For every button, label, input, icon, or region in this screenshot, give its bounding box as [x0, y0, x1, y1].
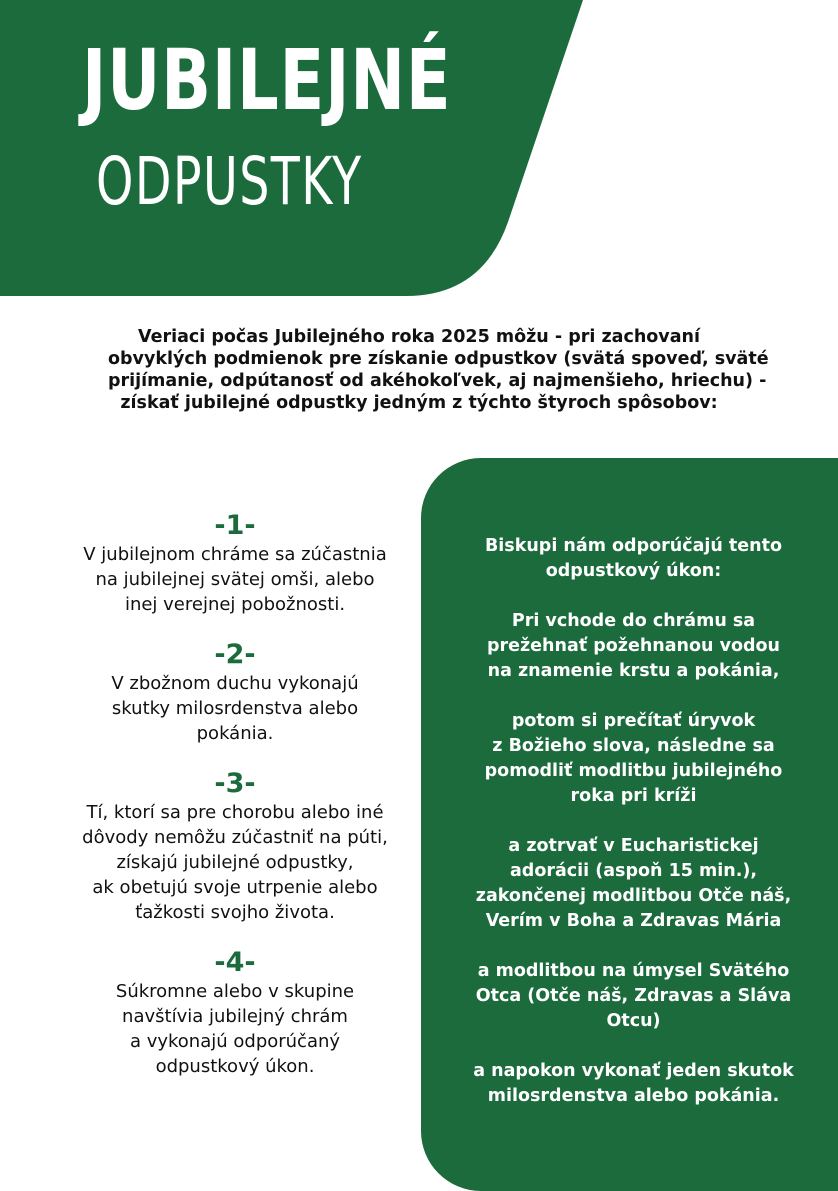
way-line: Súkromne alebo v skupine — [115, 981, 355, 1002]
panel-line: Otcu) — [606, 1011, 661, 1031]
panel-line: z Božieho slova, následne sa — [492, 736, 775, 756]
way-number: -1- — [214, 510, 256, 541]
way-line: V jubilejnom chráme sa zúčastnia — [83, 544, 387, 565]
panel-line: a zotrvať v Eucharistickej — [508, 836, 759, 856]
panel-line: prežehnať požehnanou vodou — [486, 636, 781, 656]
panel-line: Biskupi nám odporúčajú tento — [484, 536, 783, 556]
way-line: pokánia. — [196, 723, 274, 744]
recommended-act-panel — [421, 458, 838, 1191]
panel-paragraph — [421, 534, 838, 584]
panel-line: a modlitbou na úmysel Svätého — [477, 961, 790, 981]
way-line: skutky milosrdenstva alebo — [111, 698, 359, 719]
way-line: navštívia jubilejný chrám — [122, 1006, 348, 1027]
way-line: ťažkosti svojho života. — [135, 902, 335, 923]
panel-line: zakončenej modlitbou Otče náš, — [475, 886, 792, 906]
way-line: inej verejnej pobožnosti. — [124, 594, 346, 615]
intro-line: Veriaci počas Jubilejného roka 2025 môžu - pri zachovaní — [138, 327, 700, 347]
panel-line: odpustkový úkon: — [545, 561, 722, 581]
panel-paragraph — [421, 1059, 838, 1109]
way-description — [40, 671, 430, 746]
panel-text — [421, 534, 838, 1134]
way-3 — [40, 768, 430, 925]
panel-paragraph — [421, 609, 838, 684]
way-number: -3- — [214, 768, 256, 799]
intro-text — [108, 326, 769, 414]
way-line: a vykonajú odporúčaný — [129, 1031, 341, 1052]
panel-paragraph — [421, 709, 838, 809]
way-description — [40, 979, 430, 1079]
panel-paragraph — [421, 834, 838, 934]
panel-line: adorácii (aspoň 15 min.), — [509, 861, 758, 881]
panel-line: Verím v Boha a Zdravas Mária — [485, 911, 782, 931]
way-2 — [40, 639, 430, 746]
way-line: Tí, ktorí sa pre chorobu alebo iné — [86, 802, 384, 823]
panel-line: na znamenie krstu a pokánia, — [487, 661, 780, 681]
way-number: -4- — [214, 947, 256, 978]
panel-line: pomodliť modlitbu jubilejného — [484, 761, 783, 781]
way-line: ak obetujú svoje utrpenie alebo — [92, 877, 378, 898]
intro-line: prijímanie, odpútanosť od akéhokoľvek, aj najmenšieho, hriechu) - — [108, 371, 767, 391]
panel-line: milosrdenstva alebo pokánia. — [487, 1086, 780, 1106]
panel-line: Pri vchode do chrámu sa — [511, 611, 756, 631]
way-number: -2- — [214, 639, 256, 670]
panel-paragraph — [421, 959, 838, 1034]
title-jubilejne: JUBILEJNÉ — [82, 31, 452, 129]
panel-line: a napokon vykonať jeden skutok — [473, 1061, 794, 1081]
way-1 — [40, 510, 430, 617]
intro-line: získať jubilejné odpustky jedným z týchto štyroch spôsobov: — [120, 393, 718, 413]
intro-line: obvyklých podmienok pre získanie odpustkov (svätá spoveď, sväté — [108, 349, 769, 369]
way-4 — [40, 947, 430, 1079]
way-line: odpustkový úkon. — [155, 1056, 315, 1077]
way-line: získajú jubilejné odpustky, — [116, 852, 354, 873]
panel-line: Otca (Otče náš, Zdravas a Sláva — [475, 986, 792, 1006]
way-line: na jubilejnej svätej omši, alebo — [95, 569, 375, 590]
ways-list — [40, 510, 430, 1101]
title-odpustky: ODPUSTKY — [96, 143, 363, 220]
way-line: V zbožnom duchu vykonajú — [111, 673, 359, 694]
panel-line: roka pri kríži — [570, 786, 697, 806]
way-description — [40, 800, 430, 925]
way-line: dôvody nemôžu zúčastniť na púti, — [82, 827, 388, 848]
way-description — [40, 542, 430, 617]
panel-line: potom si prečítať úryvok — [511, 711, 756, 731]
